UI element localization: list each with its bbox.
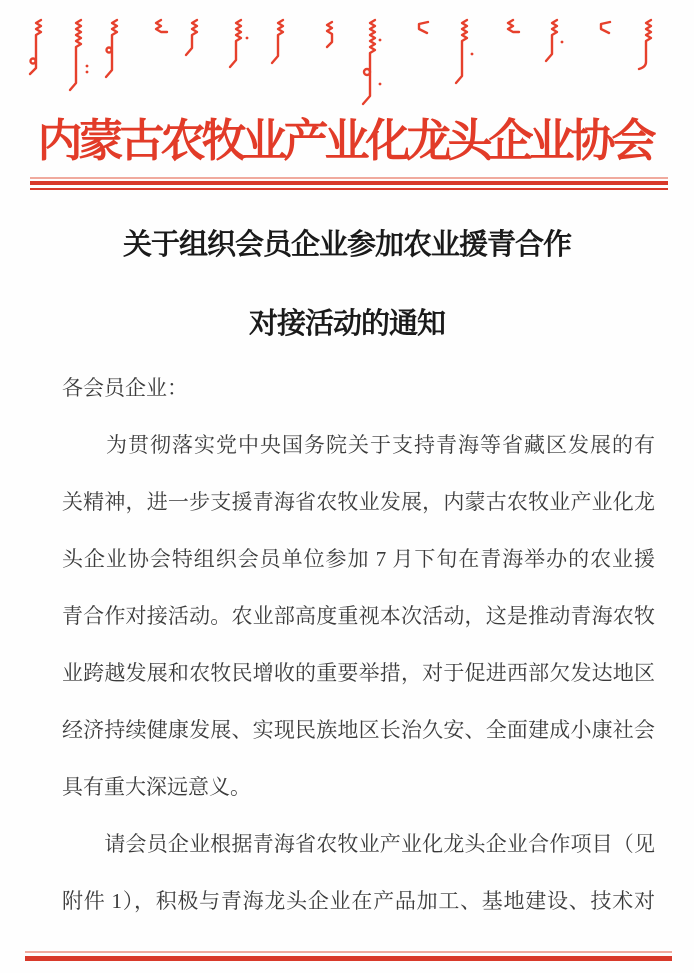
mongolian-dot — [246, 37, 249, 40]
mongolian-word — [230, 20, 241, 67]
masthead-divider — [30, 177, 668, 190]
mongolian-word — [546, 20, 557, 61]
body-line: 具有重大深远意义。 — [62, 775, 251, 799]
document-body — [62, 360, 655, 930]
mongolian-word — [601, 22, 610, 33]
body-line: 请会员企业根据青海省农牧业产业化龙头企业合作项目（见 — [62, 832, 655, 856]
mongolian-dot — [379, 39, 382, 42]
salutation: 各会员企业： — [62, 376, 188, 400]
masthead-org-name: 内蒙古农牧业产业化龙头企业协会 — [37, 116, 653, 166]
document-title — [0, 220, 694, 349]
footer-divider-pale-line — [25, 951, 672, 953]
masthead-divider-thin-line — [30, 188, 668, 190]
body-line: 关精神，进一步支援青海省农牧业发展，内蒙古农牧业产业化龙 — [62, 490, 655, 514]
mongolian-word — [107, 48, 112, 53]
document-title-line2: 对接活动的通知 — [248, 308, 445, 340]
body-line: 青合作对接活动。农业部高度重视本次活动，这是推动青海农牧 — [62, 604, 655, 628]
mongolian-word — [456, 20, 467, 83]
mongolian-word — [186, 20, 197, 55]
mongolian-word — [70, 20, 81, 90]
mongolian-word — [272, 20, 283, 63]
mongolian-word — [156, 20, 167, 32]
body-paragraph-lines — [62, 417, 655, 930]
body-line: 为贯彻落实党中央国务院关于支持青海等省藏区发展的有 — [62, 433, 655, 457]
mongolian-dot — [86, 71, 89, 74]
masthead-divider-pale-line — [30, 177, 668, 179]
mongolian-word — [639, 20, 651, 69]
body-line: 附件 1），积极与青海龙头企业在产品加工、基地建设、技术对 — [62, 889, 655, 913]
mongolian-dot — [86, 65, 89, 68]
mongolian-dot — [379, 83, 382, 86]
body-line: 业跨越发展和农牧民增收的重要举措，对于促进西部欠发达地区 — [62, 661, 655, 685]
mongolian-word — [363, 20, 375, 104]
mongolian-word — [364, 69, 370, 75]
mongolian-word — [508, 20, 519, 32]
footer-divider — [25, 951, 672, 961]
body-line: 经济持续健康发展、实现民族地区长治久安、全面建成小康社会 — [62, 718, 655, 742]
mongolian-word — [327, 22, 332, 47]
masthead-divider-thick-line — [30, 181, 668, 185]
mongolian-word — [31, 59, 36, 64]
mongolian-script-band — [0, 14, 694, 110]
document-title-line1: 关于组织会员企业参加农业援青合作 — [122, 229, 571, 261]
footer-divider-thick-line — [25, 956, 672, 961]
mongolian-dot — [471, 53, 474, 56]
mongolian-word — [30, 20, 41, 74]
mongolian-word — [419, 22, 428, 33]
body-line: 头企业协会特组织会员单位参加 7 月下旬在青海举办的农业援 — [62, 547, 655, 571]
mongolian-dot — [561, 41, 564, 44]
